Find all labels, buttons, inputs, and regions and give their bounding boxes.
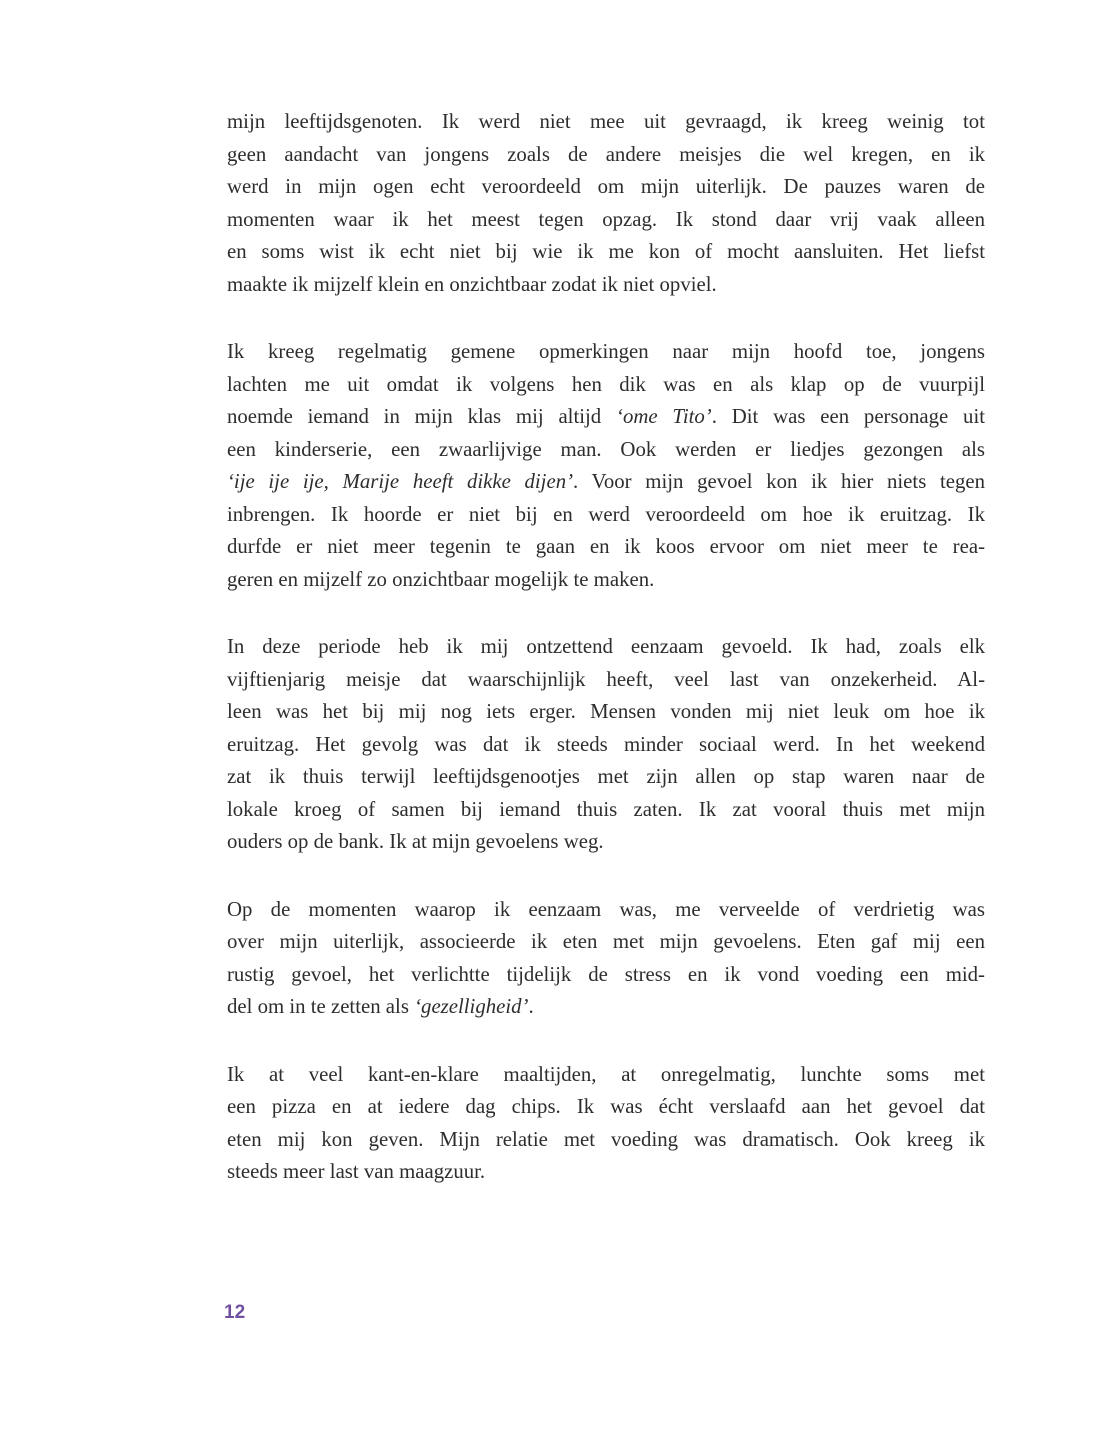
italic-phrase: ‘ije ije ije, Marije heeft dikke dijen’ xyxy=(227,470,574,493)
text-segment: rustig gevoel, het verlichtte tijdelijk de stress en ik vond voeding een mid- xyxy=(227,962,985,986)
text-line xyxy=(227,894,985,927)
italic-phrase: ‘ome Tito’ xyxy=(616,405,712,428)
text-segment: mijn leeftijdsgenoten. Ik werd niet mee uit gevraagd, ik kreeg weinig tot xyxy=(227,110,985,133)
text-segment: een pizza en at iedere dag chips. Ik was écht verslaafd aan het gevoel dat xyxy=(227,1095,985,1118)
text-line xyxy=(227,369,985,402)
text-segment: ouders op de bank. Ik at mijn gevoelens weg. xyxy=(227,830,604,853)
text-line xyxy=(227,1124,985,1157)
text-line xyxy=(227,499,985,532)
text-line xyxy=(227,466,985,499)
text-line xyxy=(227,434,985,467)
text-segment: geren en mijzelf zo onzichtbaar mogelijk te maken. xyxy=(227,567,655,591)
text-line xyxy=(227,696,985,729)
paragraph xyxy=(227,106,985,301)
text-segment: steeds meer last van maagzuur. xyxy=(227,1160,486,1183)
text-line xyxy=(227,1059,985,1092)
paragraph xyxy=(227,1059,985,1189)
text-line xyxy=(227,926,985,959)
text-segment: over mijn uiterlijk, associeerde ik eten met mijn gevoelens. Eten gaf mij een xyxy=(227,930,985,953)
text-line xyxy=(227,729,985,762)
text-line xyxy=(227,106,985,139)
text-segment: maakte ik mijzelf klein en onzichtbaar zodat ik niet opviel. xyxy=(227,272,717,296)
text-line xyxy=(227,826,985,859)
text-segment: inbrengen. Ik hoorde er niet bij en werd veroordeeld om hoe ik eruitzag. Ik xyxy=(227,502,985,526)
page-number: 12 xyxy=(224,1302,246,1323)
text-segment: . xyxy=(528,995,534,1018)
text-segment: Ik at veel kant-en-klare maaltijden, at onregelmatig, lunchte soms met xyxy=(227,1062,985,1086)
text-segment: lachten me uit omdat ik volgens hen dik was en als klap op de vuurpijl xyxy=(227,372,985,396)
text-line xyxy=(227,204,985,237)
text-segment: . Voor mijn gevoel kon ik hier niets tegen xyxy=(573,470,986,493)
text-line xyxy=(227,236,985,269)
text-line xyxy=(227,336,985,369)
text-line xyxy=(227,171,985,204)
text-line xyxy=(227,959,985,992)
text-segment: eten mij kon geven. Mijn relatie met voeding was dramatisch. Ook kreeg ik xyxy=(227,1127,985,1151)
text-segment: geen aandacht van jongens zoals de andere meisjes die wel kregen, en ik xyxy=(227,142,985,166)
paragraph xyxy=(227,631,985,859)
text-line xyxy=(227,401,985,434)
text-segment: een kinderserie, een zwaarlijvige man. Ook werden er liedjes gezongen als xyxy=(227,437,985,461)
text-line xyxy=(227,269,985,302)
text-segment: werd in mijn ogen echt veroordeeld om mijn uiterlijk. De pauzes waren de xyxy=(227,175,985,198)
text-segment: durfde er niet meer tegenin te gaan en ik koos ervoor om niet meer te rea- xyxy=(227,535,985,558)
text-line xyxy=(227,1156,985,1189)
text-segment: noemde iemand in mijn klas mij altijd xyxy=(227,405,617,428)
text-line xyxy=(227,531,985,564)
italic-phrase: ‘gezelligheid’ xyxy=(414,995,529,1018)
text-line xyxy=(227,794,985,827)
text-segment: del om in te zetten als xyxy=(227,995,415,1018)
text-line xyxy=(227,139,985,172)
text-line xyxy=(227,664,985,697)
text-segment: vijftienjarig meisje dat waarschijnlijk heeft, veel last van onzekerheid. Al- xyxy=(227,667,985,691)
text-segment: . Dit was een personage uit xyxy=(711,405,985,428)
text-segment: eruitzag. Het gevolg was dat ik steeds minder sociaal werd. In het weekend xyxy=(227,732,985,756)
paragraph xyxy=(227,894,985,1024)
text-segment: leen was het bij mij nog iets erger. Mensen vonden mij niet leuk om hoe ik xyxy=(227,700,985,723)
text-line xyxy=(227,564,985,597)
text-column xyxy=(227,106,985,1224)
text-line xyxy=(227,991,985,1024)
text-segment: Op de momenten waarop ik eenzaam was, me verveelde of verdrietig was xyxy=(227,897,985,921)
text-segment: zat ik thuis terwijl leeftijdsgenootjes met zijn allen op stap waren naar de xyxy=(227,765,985,788)
text-segment: lokale kroeg of samen bij iemand thuis zaten. Ik zat vooral thuis met mijn xyxy=(227,797,985,821)
text-segment: In deze periode heb ik mij ontzettend eenzaam gevoeld. Ik had, zoals elk xyxy=(227,635,985,658)
text-segment: Ik kreeg regelmatig gemene opmerkingen naar mijn hoofd toe, jongens xyxy=(227,340,985,363)
text-segment: en soms wist ik echt niet bij wie ik me kon of mocht aansluiten. Het liefst xyxy=(227,240,985,263)
text-segment: momenten waar ik het meest tegen opzag. Ik stond daar vrij vaak alleen xyxy=(227,207,985,231)
paragraph xyxy=(227,336,985,596)
text-line xyxy=(227,761,985,794)
text-line xyxy=(227,1091,985,1124)
text-line xyxy=(227,631,985,664)
